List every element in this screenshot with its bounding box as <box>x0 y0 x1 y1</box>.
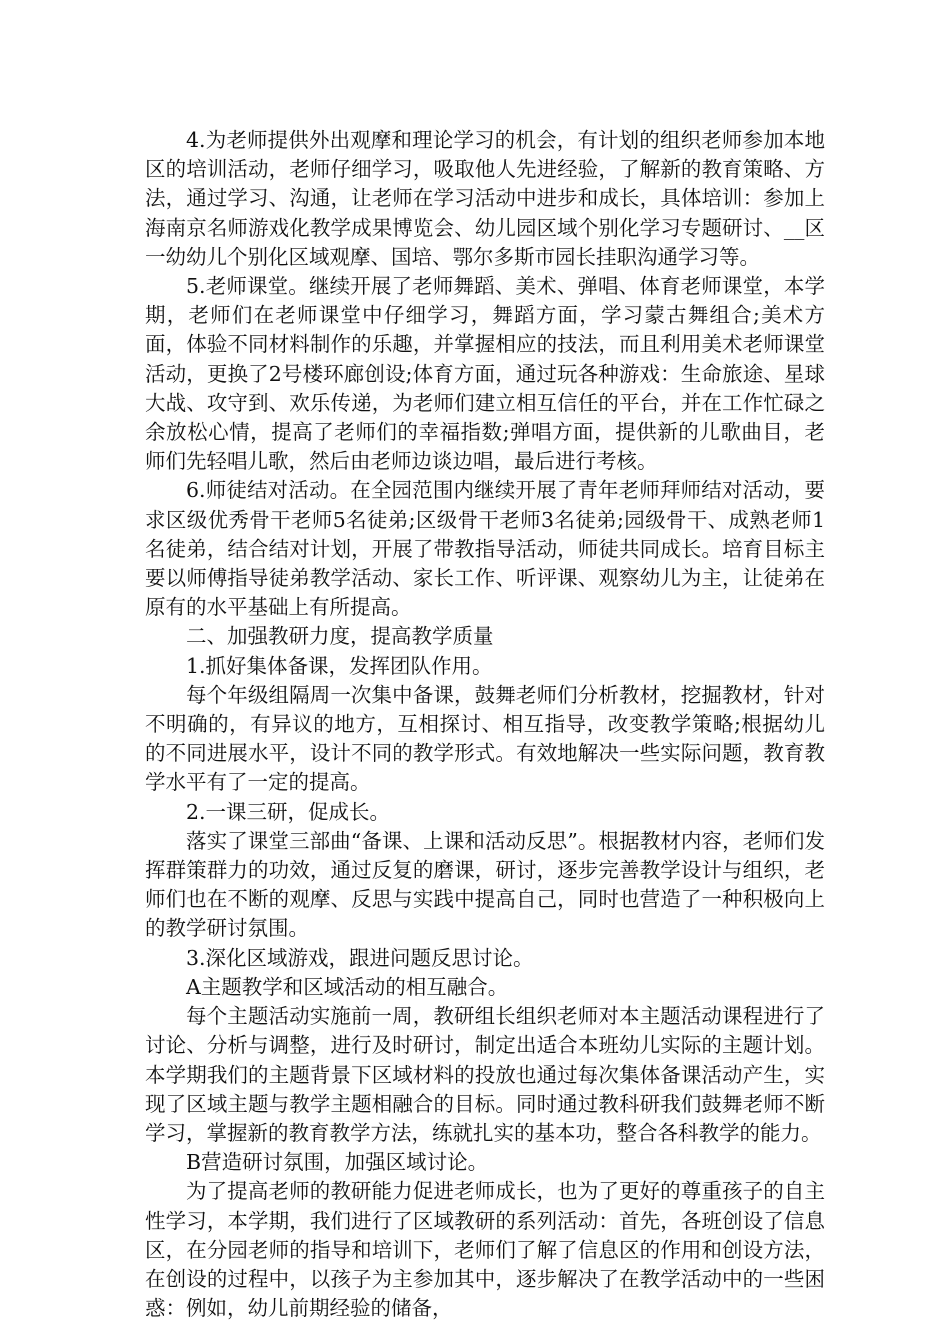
document-body <box>145 126 825 1323</box>
subheading-a: A主题教学和区域活动的相互融合。 <box>186 974 509 999</box>
subheading-1: 1.抓好集体备课，发挥团队作用。 <box>186 653 493 678</box>
section-heading-2: 二、加强教研力度，提高教学质量 <box>186 624 494 649</box>
subheading-3: 3.深化区域游戏，跟进问题反思讨论。 <box>186 945 534 970</box>
subheading-b: B营造研讨氛围，加强区域讨论。 <box>186 1150 489 1175</box>
paragraph-theme-integration: 每个主题活动实施前一周，教研组长组织老师对本主题活动课程进行了讨论、分析与调整，进行及时研讨，制定出适合本班幼儿实际的主题计划。本学期我们的主题背景下区域材料的投放也通过每次集体备课活动产生，实现了区域主题与教学主题相融合的目标。同时通过教科研我们鼓舞老师不断学习，掌握新的教育教学方法，练就扎实的基本功，整合各科教学的能力。 <box>145 1004 825 1145</box>
paragraph-item-4: 4.为老师提供外出观摩和理论学习的机会，有计划的组织老师参加本地区的培训活动，老师仔细学习，吸取他人先进经验，了解新的教育策略、方法，通过学习、沟通，让老师在学习活动中进步和成长，具体培训：参加上海南京名师游戏化教学成果博览会、幼儿园区域个别化学习专题研讨、__区一幼幼儿个别化区域观摩、国培、鄂尔多斯市园长挂职沟通学习等。 <box>145 128 825 269</box>
subheading-2: 2.一课三研，促成长。 <box>186 799 391 824</box>
paragraph-item-5: 5.老师课堂。继续开展了老师舞蹈、美术、弹唱、体育老师课堂，本学期，老师们在老师课堂中仔细学习，舞蹈方面，学习蒙古舞组合;美术方面，体验不同材料制作的乐趣，并掌握相应的技法，而且利用美术老师课堂活动，更换了2号楼环廊创设;体育方面，通过玩各种游戏：生命旅途、星球大战、攻守到、欢乐传递，为老师们建立相互信任的平台，并在工作忙碌之余放松心情，提高了老师们的幸福指数;弹唱方面，提供新的儿歌曲目，老师们先轻唱儿歌，然后由老师边谈边唱，最后进行考核。 <box>145 274 825 474</box>
paragraph-collective-prep: 每个年级组隔周一次集中备课，鼓舞老师们分析教材，挖掘教材，针对不明确的，有异议的地方，互相探讨、相互指导，改变教学策略;根据幼儿的不同进展水平，设计不同的教学形式。有效地解决一些实际问题，教育教学水平有了一定的提高。 <box>145 682 825 795</box>
paragraph-area-research: 为了提高老师的教研能力促进老师成长，也为了更好的尊重孩子的自主性学习，本学期，我们进行了区域教研的系列活动：首先，各班创设了信息区，在分园老师的指导和培训下，老师们了解了信息区的作用和创设方法，在创设的过程中，以孩子为主参加其中，逐步解决了在教学活动中的一些困惑：例如，幼儿前期经验的储备， <box>145 1179 825 1321</box>
paragraph-one-lesson-three-studies: 落实了课堂三部曲“备课、上课和活动反思”。根据教材内容，老师们发挥群策群力的功效，通过反复的磨课，研讨，逐步完善教学设计与组织，老师们也在不断的观摩、反思与实践中提高自己，同时也营造了一种积极向上的教学研讨氛围。 <box>145 828 825 941</box>
paragraph-item-6: 6.师徒结对活动。在全园范围内继续开展了青年老师拜师结对活动，要求区级优秀骨干老师5名徒弟;区级骨干老师3名徒弟;园级骨干、成熟老师1名徒弟，结合结对计划，开展了带教指导活动，师徒共同成长。培育目标主要以师傅指导徒弟教学活动、家长工作、听评课、观察幼儿为主，让徒弟在原有的水平基础上有所提高。 <box>145 478 825 620</box>
